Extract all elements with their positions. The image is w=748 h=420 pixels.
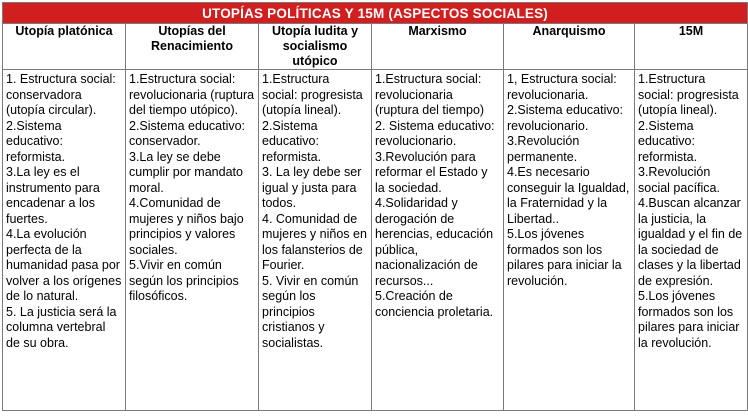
column-header-anarquismo: Anarquismo <box>504 24 635 70</box>
cell-utopia-ludita: 1.Estructura social: progresista (utopía lineal). 2.Sistema educativo: reformista. 3. La ley debe ser igual y justa para todos. 4. Comunidad de mujeres y niños en los falansterios de Fourier. 5. Vivir en común según los principios cristianos y socialistas. <box>259 70 372 411</box>
table-title: UTOPÍAS POLÍTICAS Y 15M (ASPECTOS SOCIALES) <box>3 3 748 24</box>
cell-marxismo: 1.Estructura social: revolucionaria (ruptura del tiempo) 2. Sistema educativo: revolucionario. 3.Revolución para reformar el Estado y la sociedad. 4.Solidaridad y derogación de herencias, educación pública, nacionalización de recursos... 5.Creación de conciencia proletaria. <box>372 70 504 411</box>
cell-utopia-platonica: 1. Estructura social: conservadora (utopía circular). 2.Sistema educativo: reformista. 3.La ley es el instrumento para encadenar a los fuertes. 4.La evolución perfecta de la humanidad pasa por volver a los orígenes de lo natural. 5. La justicia será la columna vertebral de su obra. <box>3 70 126 411</box>
cell-utopias-renacimiento: 1.Estructura social: revolucionaria (ruptura del tiempo utópico). 2.Sistema educativo: conservador. 3.La ley se debe cumplir por mandato moral. 4.Comunidad de mujeres y niños bajo principios y valores sociales. 5.Vivir en común según los principios filosóficos. <box>126 70 259 411</box>
column-header-utopias-renacimiento: Utopías del Renacimiento <box>126 24 259 70</box>
utopias-table <box>2 2 748 411</box>
column-header-utopia-platonica: Utopía platónica <box>3 24 126 70</box>
column-header-15m: 15M <box>635 24 748 70</box>
column-header-utopia-ludita: Utopía ludita y socialismo utópico <box>259 24 372 70</box>
cell-15m: 1.Estructura social: progresista (utopía lineal). 2.Sistema educativo: reformista. 3.Revolución social pacífica. 4.Buscan alcanzar la justicia, la igualdad y el fin de la sociedad de clases y la libertad de expresión. 5.Los jóvenes formados son los pilares para iniciar la revolución. <box>635 70 748 411</box>
cell-anarquismo: 1, Estructura social: revolucionaria. 2.Sistema educativo: revolucionario. 3.Revolución permanente. 4.Es necesario conseguir la Igualdad, la Fraternidad y la Libertad.. 5.Los jóvenes formados son los pilares para iniciar la revolución. <box>504 70 635 411</box>
column-header-marxismo: Marxismo <box>372 24 504 70</box>
